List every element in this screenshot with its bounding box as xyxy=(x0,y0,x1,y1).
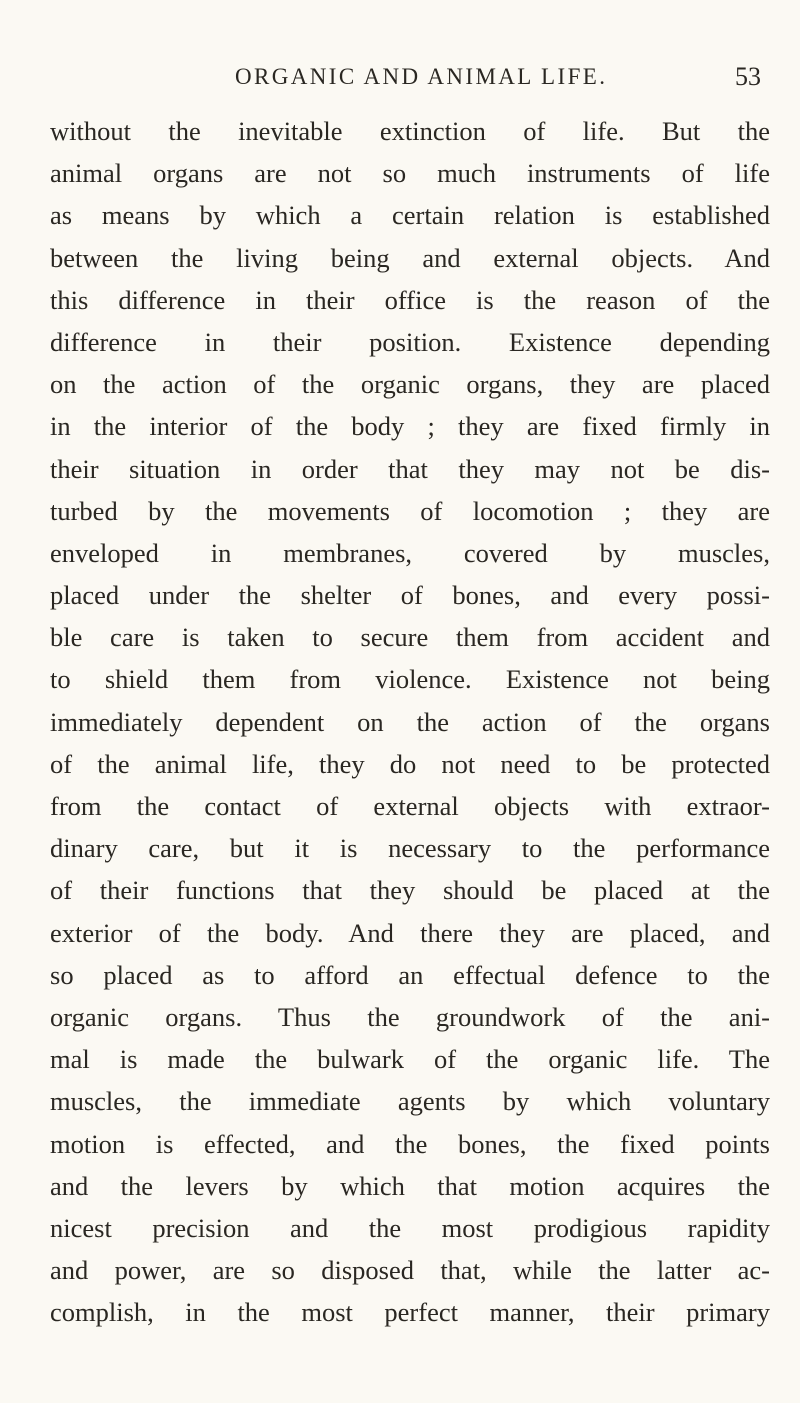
text-line: to shield them from violence. Existence not being xyxy=(50,664,770,695)
text-line: turbed by the movements of locomotion ; they are xyxy=(50,495,770,526)
text-line: difference in their position. Existence depending xyxy=(50,326,770,357)
text-line: immediately dependent on the action of the organs xyxy=(50,706,770,737)
text-line: dinary care, but it is necessary to the performance xyxy=(50,833,770,864)
text-line: and power, are so disposed that, while the latter ac- xyxy=(50,1255,770,1286)
text-line: mal is made the bulwark of the organic life. The xyxy=(50,1044,770,1075)
text-line: on the action of the organic organs, they are placed xyxy=(50,369,770,400)
running-head xyxy=(0,62,800,102)
text-line: enveloped in membranes, covered by muscles, xyxy=(50,537,770,568)
text-line: placed under the shelter of bones, and every possi- xyxy=(50,580,770,611)
text-line: from the contact of external objects with extraor- xyxy=(50,791,770,821)
text-line: and the levers by which that motion acquires the xyxy=(50,1170,770,1201)
text-line: between the living being and external objects. And xyxy=(50,242,770,273)
text-line: ble care is taken to secure them from accident and xyxy=(50,622,770,653)
page-number: 53 xyxy=(735,62,761,91)
text-line: nicest precision and the most prodigious rapidity xyxy=(50,1212,770,1243)
text-line: exterior of the body. And there they are placed, and xyxy=(50,917,770,948)
body-text xyxy=(50,110,770,1333)
text-line: muscles, the immediate agents by which voluntary xyxy=(50,1086,770,1117)
text-line: so placed as to afford an effectual defence to the xyxy=(50,959,770,990)
text-line: motion is effected, and the bones, the fixed points xyxy=(50,1128,770,1159)
running-title: ORGANIC AND ANIMAL LIFE. xyxy=(235,64,608,89)
text-line: this difference in their office is the reason of the xyxy=(50,284,770,315)
text-line: animal organs are not so much instruments of life xyxy=(50,158,770,189)
text-line: of their functions that they should be placed at the xyxy=(50,875,770,906)
text-line: in the interior of the body ; they are fixed firmly in xyxy=(50,411,770,442)
text-line: of the animal life, they do not need to be protected xyxy=(50,748,770,779)
text-line: their situation in order that they may not be dis- xyxy=(50,453,770,484)
text-line: organic organs. Thus the groundwork of the ani- xyxy=(50,1001,770,1032)
text-line: without the inevitable extinction of life. But the xyxy=(50,116,770,146)
text-line: as means by which a certain relation is established xyxy=(50,200,770,231)
text-line: complish, in the most perfect manner, their primary xyxy=(50,1297,770,1328)
